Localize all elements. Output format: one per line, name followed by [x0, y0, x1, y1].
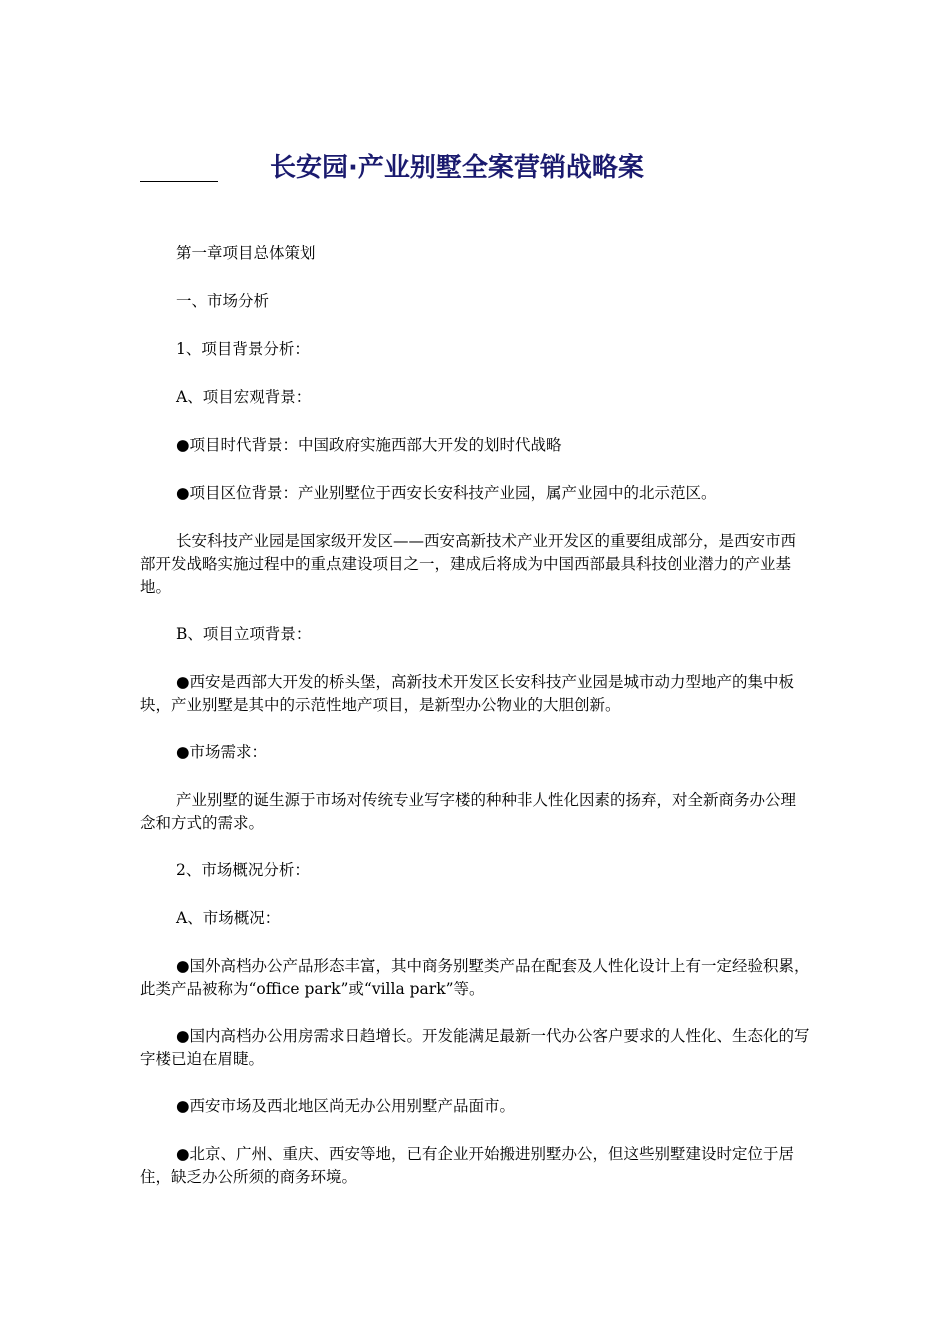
subsection-heading-project-background: 1、项目背景分析：: [176, 340, 310, 358]
section-heading-market-analysis: 一、市场分析: [176, 292, 270, 310]
bullet-location-background: ●项目区位背景：产业别墅位于西安长安科技产业园，属产业园中的北示范区。: [176, 484, 717, 502]
bullet-xian-market: ●西安市场及西北地区尚无办公用别墅产品面市。: [176, 1097, 516, 1115]
chapter-heading: 第一章项目总体策划: [176, 244, 316, 262]
paragraph-changan-park: 长安科技产业园是国家级开发区——西安高新技术产业开发区的重要组成部分，是西安市西部开发战略实施过程中的重点建设项目之一，建成后将成为中国西部最具科技创业潜力的产业基地。: [140, 532, 797, 596]
bullet-era-background: ●项目时代背景：中国政府实施西部大开发的划时代战略: [176, 436, 562, 454]
paragraph-industrial-villa-origin: 产业别墅的诞生源于市场对传统专业写字楼的种种非人性化因素的扬弃，对全新商务办公理念和方式的需求。: [140, 791, 797, 832]
item-heading-macro-background: A、项目宏观背景：: [176, 388, 312, 406]
document-body: [140, 242, 810, 1213]
item-heading-market-overview: A、市场概况：: [176, 909, 281, 927]
bullet-cities-villa-offices: ●北京、广州、重庆、西安等地，已有企业开始搬进别墅办公，但这些别墅建设时定位于居住，缺乏办公所须的商务环境。: [140, 1145, 795, 1186]
bullet-market-demand: ●市场需求：: [176, 743, 268, 761]
document-title: 长安园·产业别墅全案营销战略案: [270, 153, 644, 183]
bullet-domestic-office-demand: ●国内高档办公用房需求日趋增长。开发能满足最新一代办公客户要求的人性化、生态化的写字楼已迫在眉睫。: [140, 1027, 810, 1068]
bullet-xian-bridgehead: ●西安是西部大开发的桥头堡，高新技术开发区长安科技产业园是城市动力型地产的集中板块，产业别墅是其中的示范性地产项目，是新型办公物业的大胆创新。: [140, 673, 795, 714]
bullet-foreign-office-products: ●国外高档办公产品形态丰富，其中商务别墅类产品在配套及人性化设计上有一定经验积累，此类产品被称为“office park”或“villa park”等。: [140, 957, 810, 998]
item-heading-establishment-background: B、项目立项背景：: [176, 625, 312, 643]
subsection-heading-market-overview-analysis: 2、市场概况分析：: [176, 861, 310, 879]
title-row: [0, 150, 950, 190]
title-underline-rule: [140, 181, 218, 182]
